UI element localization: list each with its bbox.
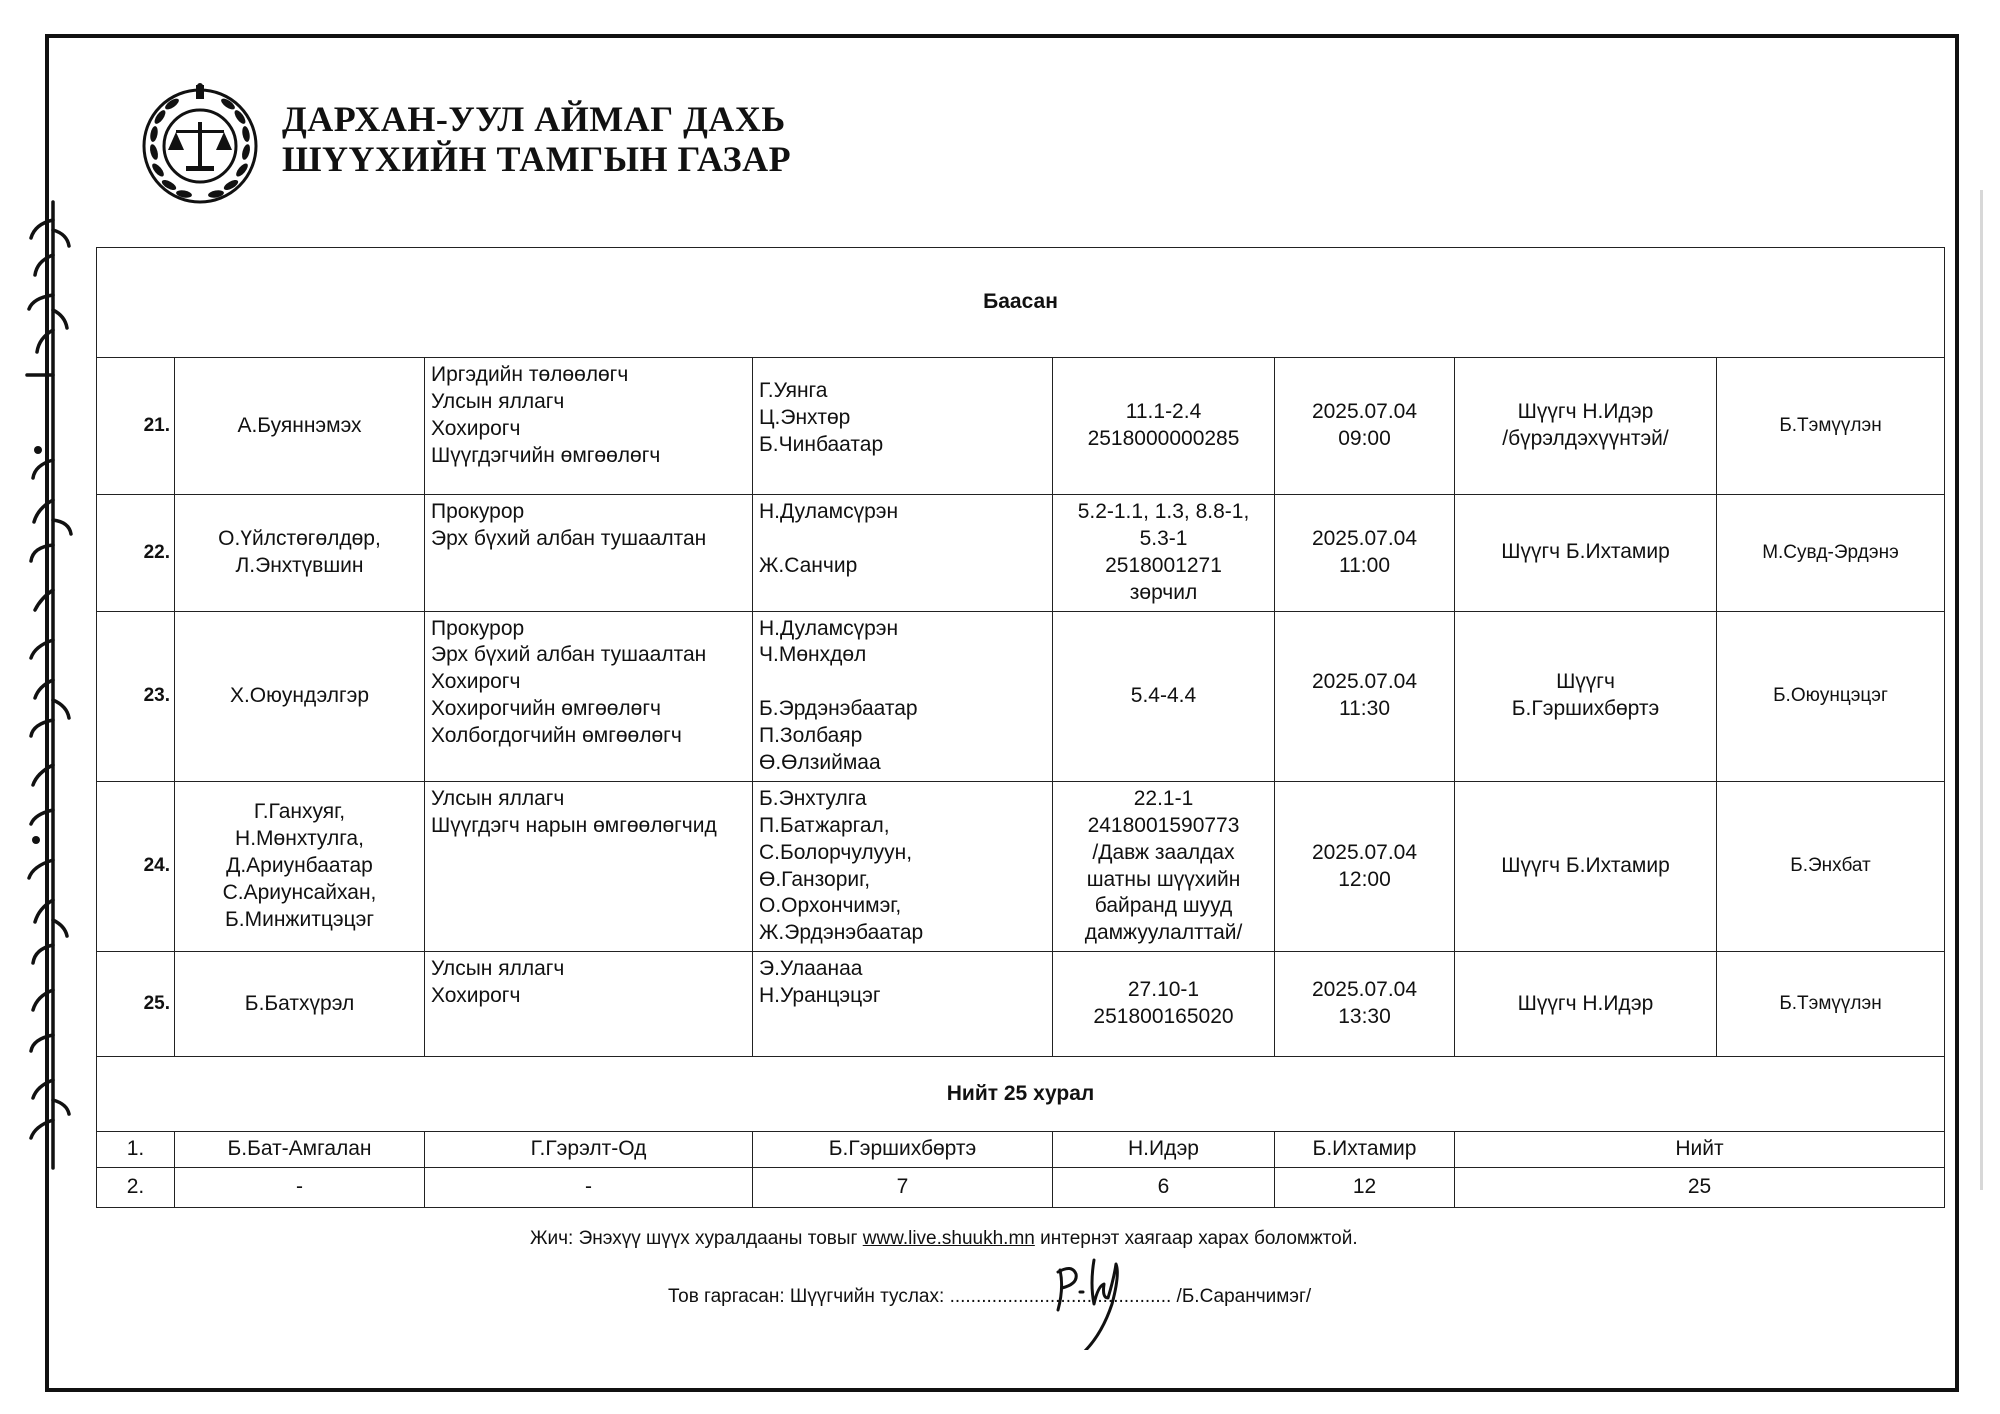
court-emblem-scales-icon bbox=[138, 82, 262, 206]
roles-cell: Иргэдийн төлөөлөгч Улсын яллагч Хохирогч Шүүгдэгчийн өмгөөлөгч bbox=[425, 358, 753, 495]
judge-cell: Шүүгч Н.Идэр /бүрэлдэхүүнтэй/ bbox=[1455, 358, 1717, 495]
names-cell: Н.Дуламсүрэн Ж.Санчир bbox=[753, 495, 1053, 612]
header-title-line2: ШҮҮХИЙН ТАМГЫН ГАЗАР bbox=[282, 139, 792, 179]
roles-cell: Улсын яллагч Хохирогч bbox=[425, 952, 753, 1057]
summary-cell: 1. bbox=[97, 1132, 175, 1168]
summary-cell: Н.Идэр bbox=[1053, 1132, 1275, 1168]
table-row bbox=[97, 952, 1945, 1057]
summary-cell: Б.Гэршихбөртэ bbox=[753, 1132, 1053, 1168]
court-schedule-table bbox=[96, 247, 1945, 1208]
judge-cell: Шүүгч Н.Идэр bbox=[1455, 952, 1717, 1057]
clerk-cell: Б.Тэмүүлэн bbox=[1717, 952, 1945, 1057]
scan-edge-line bbox=[1980, 190, 1983, 1190]
article-cell: 22.1-1 2418001590773 /Давж заалдах шатны шүүхийн байранд шууд дамжуулалттай/ bbox=[1053, 781, 1275, 951]
summary-cell: Нийт bbox=[1455, 1132, 1945, 1168]
summary-cell: 7 bbox=[753, 1168, 1053, 1208]
judge-cell: Шүүгч Б.Ихтамир bbox=[1455, 495, 1717, 612]
table-row bbox=[97, 611, 1945, 781]
clerk-cell: Б.Оюунцэцэг bbox=[1717, 611, 1945, 781]
defendant-cell: Х.Оюундэлгэр bbox=[175, 611, 425, 781]
footer-note bbox=[530, 1228, 1358, 1250]
summary-cell: - bbox=[425, 1168, 753, 1208]
names-cell: Н.Дуламсүрэн Ч.Мөнхдөл Б.Эрдэнэбаатар П.Золбаяр Ө.Өлзиймаа bbox=[753, 611, 1053, 781]
table-row bbox=[97, 495, 1945, 612]
clerk-cell: М.Сувд-Эрдэнэ bbox=[1717, 495, 1945, 612]
roles-cell: Прокурор Эрх бүхий албан тушаалтан Хохирогч Хохирогчийн өмгөөлөгч Холбогдогчийн өмгөөлөгч bbox=[425, 611, 753, 781]
website-link[interactable]: www.live.shuukh.mn bbox=[862, 1228, 1035, 1249]
clerk-cell: Б.Тэмүүлэн bbox=[1717, 358, 1945, 495]
datetime-cell: 2025.07.04 11:30 bbox=[1275, 611, 1455, 781]
row-number: 23. bbox=[97, 611, 175, 781]
article-cell: 5.4-4.4 bbox=[1053, 611, 1275, 781]
judge-cell: Шүүгч Б.Гэршихбөртэ bbox=[1455, 611, 1717, 781]
mongolian-script-vertical-text bbox=[8, 200, 88, 1170]
signature-dots: .......................................... bbox=[949, 1286, 1172, 1307]
datetime-cell: 2025.07.04 13:30 bbox=[1275, 952, 1455, 1057]
row-number: 21. bbox=[97, 358, 175, 495]
summary-cell: 25 bbox=[1455, 1168, 1945, 1208]
clerk-cell: Б.Энхбат bbox=[1717, 781, 1945, 951]
total-sessions-label: Нийт 25 хурал bbox=[97, 1057, 1945, 1132]
summary-header-row bbox=[97, 1132, 1945, 1168]
article-cell: 27.10-1 251800165020 bbox=[1053, 952, 1275, 1057]
names-cell: Г.Уянга Ц.Энхтөр Б.Чинбаатар bbox=[753, 358, 1053, 495]
table-row bbox=[97, 358, 1945, 495]
summary-cell: 2. bbox=[97, 1168, 175, 1208]
summary-cell: Б.Бат-Амгалан bbox=[175, 1132, 425, 1168]
datetime-cell: 2025.07.04 11:00 bbox=[1275, 495, 1455, 612]
summary-values-row bbox=[97, 1168, 1945, 1208]
row-number: 24. bbox=[97, 781, 175, 951]
roles-cell: Улсын яллагч Шүүгдэгч нарын өмгөөлөгчид bbox=[425, 781, 753, 951]
defendant-cell: Б.Батхүрэл bbox=[175, 952, 425, 1057]
day-label: Баасан bbox=[97, 248, 1945, 358]
note-prefix: Жич: Энэхүү шүүх хуралдааны товыг bbox=[530, 1228, 863, 1249]
row-number: 22. bbox=[97, 495, 175, 612]
summary-cell: - bbox=[175, 1168, 425, 1208]
judge-cell: Шүүгч Б.Ихтамир bbox=[1455, 781, 1717, 951]
datetime-cell: 2025.07.04 09:00 bbox=[1275, 358, 1455, 495]
names-cell: Б.Энхтулга П.Батжаргал, С.Болорчулуун, Ө.Ганзориг, О.Орхончимэг, Ж.Эрдэнэбаатар bbox=[753, 781, 1053, 951]
roles-cell: Прокурор Эрх бүхий албан тушаалтан bbox=[425, 495, 753, 612]
summary-cell: Г.Гэрэлт-Од bbox=[425, 1132, 753, 1168]
datetime-cell: 2025.07.04 12:00 bbox=[1275, 781, 1455, 951]
defendant-cell: О.Үйлстөгөлдөр, Л.Энхтүвшин bbox=[175, 495, 425, 612]
table-row bbox=[97, 781, 1945, 951]
day-header-row bbox=[97, 248, 1945, 358]
summary-cell: 6 bbox=[1053, 1168, 1275, 1208]
prepared-by-line bbox=[668, 1286, 1311, 1308]
total-sessions-row bbox=[97, 1057, 1945, 1132]
header-title-line1: ДАРХАН-УУЛ АЙМАГ ДАХЬ bbox=[282, 99, 786, 139]
note-suffix: интернэт хаягаар харах боломжтой. bbox=[1034, 1228, 1358, 1249]
summary-cell: Б.Ихтамир bbox=[1275, 1132, 1455, 1168]
defendant-cell: Г.Ганхуяг, Н.Мөнхтулга, Д.Ариунбаатар С.Ариунсайхан, Б.Минжитцэцэг bbox=[175, 781, 425, 951]
defendant-cell: А.Буяннэмэх bbox=[175, 358, 425, 495]
article-cell: 11.1-2.4 2518000000285 bbox=[1053, 358, 1275, 495]
row-number: 25. bbox=[97, 952, 175, 1057]
article-cell: 5.2-1.1, 1.3, 8.8-1, 5.3-1 2518001271 зөрчил bbox=[1053, 495, 1275, 612]
summary-cell: 12 bbox=[1275, 1168, 1455, 1208]
prepared-name: /Б.Саранчимэг/ bbox=[1171, 1286, 1312, 1307]
names-cell: Э.Улаанаа Н.Уранцэцэг bbox=[753, 952, 1053, 1057]
prepared-label: Тов гаргасан: Шүүгчийн туслах: bbox=[668, 1286, 950, 1307]
handwritten-signature bbox=[1040, 1240, 1140, 1350]
